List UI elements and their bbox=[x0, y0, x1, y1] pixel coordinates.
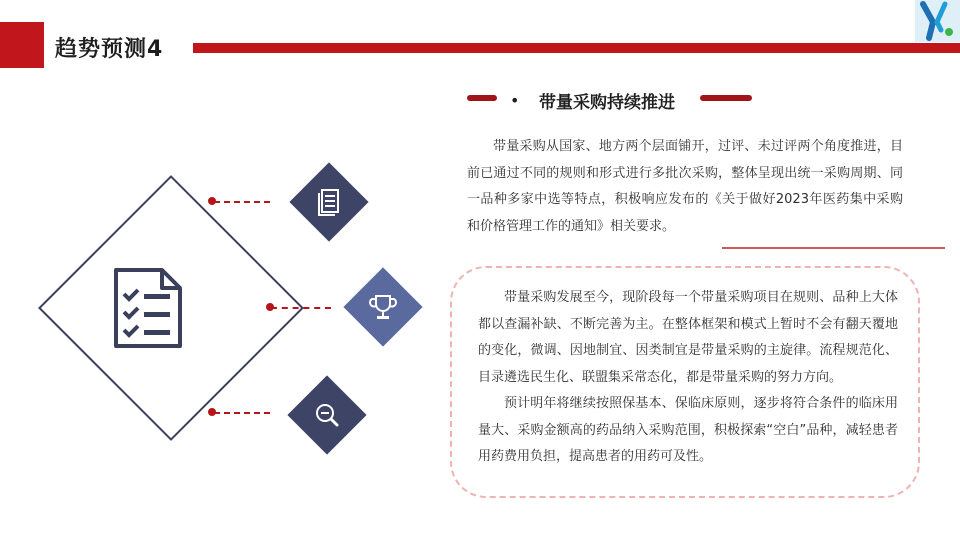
connector-bottom bbox=[214, 412, 270, 414]
connector-top-dot bbox=[208, 197, 216, 205]
magnifier-icon bbox=[307, 395, 347, 435]
section-subtitle: 带量采购持续推进 bbox=[539, 93, 675, 113]
paragraph-divider bbox=[722, 247, 945, 249]
paragraph-one: 带量采购从国家、地方两个层面铺开，过评、未过评两个角度推进，目前已通过不同的规则和形式进行多批次采购，整体呈现出统一采购周期、同一品种多家中选等特点，积极响应发布的《关于做好2023年医药集中采购和价格管理工作的通知》相关要求。 bbox=[467, 139, 903, 234]
subtitle-right-bar bbox=[700, 95, 752, 101]
header-accent-block bbox=[0, 22, 44, 68]
checklist-icon bbox=[112, 268, 184, 352]
brand-logo bbox=[915, 0, 960, 42]
brand-logo-icon bbox=[915, 0, 960, 42]
connector-top bbox=[214, 201, 270, 203]
connector-bottom-dot bbox=[208, 408, 216, 416]
header-rule bbox=[193, 43, 960, 53]
paragraph-two bbox=[478, 285, 898, 471]
subtitle-left-bar bbox=[467, 95, 497, 101]
paragraph-two-part-2: 预计明年将继续按照保基本、保临床原则，逐步将符合条件的临床用量大、采购金额高的药品纳入采购范围，积极探索“空白”品种，减轻患者用药费用负担，提高患者的用药可及性。 bbox=[478, 396, 898, 464]
subtitle-bullet: • bbox=[510, 91, 520, 110]
document-stack-icon bbox=[309, 182, 349, 222]
connector-middle-dot bbox=[266, 303, 274, 311]
trophy-icon bbox=[363, 287, 403, 327]
page-title: 趋势预测4 bbox=[55, 37, 164, 62]
connector-middle bbox=[271, 307, 331, 309]
paragraph-two-part-1: 带量采购发展至今，现阶段每一个带量采购项目在规则、品种上大体都以查漏补缺、不断完善为主。在整体框架和模式上暂时不会有翻天覆地的变化，微调、因地制宜、因类制宜是带量采购的主旋律。流程规范化、目录遴选民生化、联盟集采常态化，都是带量采购的努力方向。 bbox=[478, 290, 898, 385]
